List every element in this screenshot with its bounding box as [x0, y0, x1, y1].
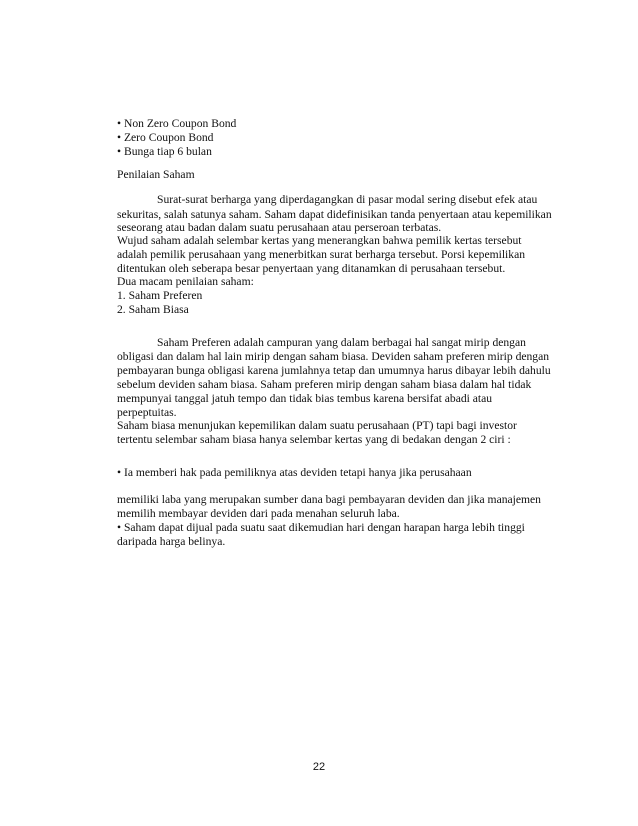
- paragraph-line: ditentukan oleh seberapa besar penyertaan yang ditanamkan di perusahaan tersebut.: [117, 262, 506, 275]
- paragraph-line: Surat-surat berharga yang diperdagangkan di pasar modal sering disebut efek atau: [157, 193, 538, 206]
- bullet-item: • Ia memberi hak pada pemiliknya atas deviden tetapi hanya jika perusahaan: [117, 466, 472, 479]
- paragraph-line: tertentu selembar saham biasa hanya selembar kertas yang di bedakan dengan 2 ciri :: [117, 433, 511, 446]
- paragraph-line: mempunyai tanggal jatuh tempo dan tidak bias tembus karena bersifat abadi atau: [117, 392, 493, 405]
- bullet-item: • Saham dapat dijual pada suatu saat dikemudian hari dengan harapan harga lebih tinggi: [117, 521, 525, 534]
- paragraph-line: sebelum deviden saham biasa. Saham preferen mirip dengan saham biasa dalam hal tidak: [117, 378, 532, 391]
- page-number: 22: [312, 761, 326, 773]
- bullet-item: • Bunga tiap 6 bulan: [117, 145, 212, 158]
- paragraph-line: perpeptuitas.: [117, 406, 177, 419]
- paragraph-line: Saham biasa menunjukan kepemilikan dalam suatu perusahaan (PT) tapi bagi investor: [117, 419, 517, 432]
- paragraph-line: Saham Preferen adalah campuran yang dalam berbagai hal sangat mirip dengan: [157, 336, 526, 349]
- paragraph-line: memilih membayar deviden dari pada menahan seluruh laba.: [117, 507, 400, 520]
- paragraph-line: Wujud saham adalah selembar kertas yang menerangkan bahwa pemilik kertas tersebut: [117, 234, 522, 247]
- paragraph-line: pembayaran bunga obligasi karena jumlahnya tetap dan umumnya harus dibayar lebih dahulu: [117, 364, 551, 377]
- paragraph-line: adalah pemilik perusahaan yang menerbitkan surat berharga tersebut. Porsi kepemilikan: [117, 248, 526, 261]
- section-heading: Penilaian Saham: [117, 168, 195, 181]
- list-item: 2. Saham Biasa: [117, 303, 189, 316]
- paragraph-line: seseorang atau badan dalam suatu perusahaan atau perseroan terbatas.: [117, 221, 442, 234]
- paragraph-line: daripada harga belinya.: [117, 535, 226, 548]
- paragraph-line: sekuritas, salah satunya saham. Saham dapat didefinisikan tanda penyertaan atau kepemilikan: [117, 208, 552, 221]
- bullet-item: • Zero Coupon Bond: [117, 131, 214, 144]
- paragraph-line: memiliki laba yang merupakan sumber dana bagi pembayaran deviden dan jika manajemen: [117, 493, 541, 506]
- paragraph-line: obligasi dan dalam hal lain mirip dengan saham biasa. Deviden saham preferen mirip dengan: [117, 350, 550, 363]
- list-item: 1. Saham Preferen: [117, 289, 203, 302]
- bullet-item: • Non Zero Coupon Bond: [117, 117, 237, 130]
- paragraph-line: Dua macam penilaian saham:: [117, 275, 254, 288]
